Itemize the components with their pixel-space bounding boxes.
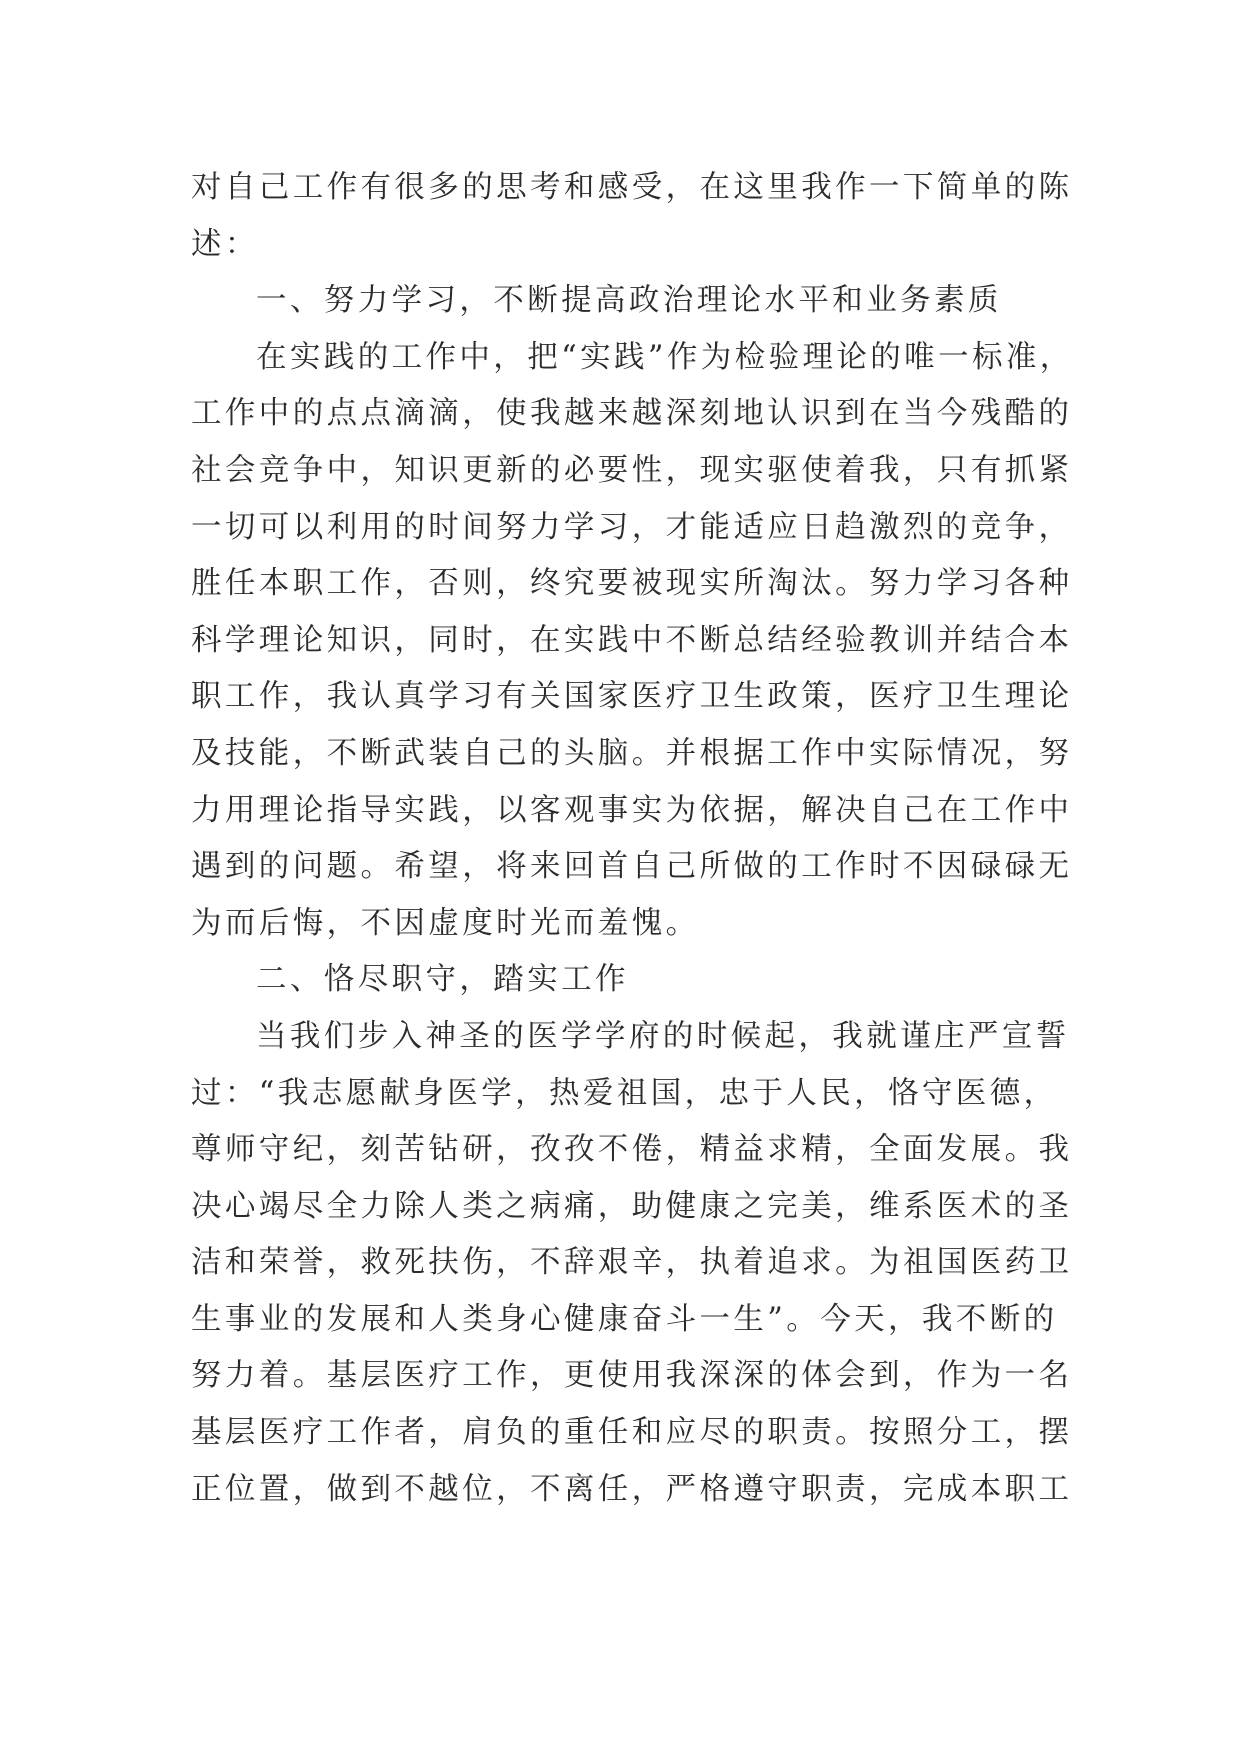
text-line: 过：“我志愿献身医学，热爱祖国，忠于人民，恪守医德， [191,1075,1058,1111]
text-line: 遇到的问题。希望，将来回首自己所做的工作时不因碌碌无 [191,849,1073,885]
text-line: 为而后悔，不因虚度时光而羞愧。 [191,905,700,941]
text-line: 基层医疗工作者，肩负的重任和应尽的职责。按照分工，摆 [191,1415,1073,1451]
text-line: 一切可以利用的时间努力学习，才能适应日趋激烈的竞争， [191,509,1073,545]
text-line: 职工作，我认真学习有关国家医疗卫生政策，医疗卫生理论 [191,679,1073,715]
text-line: 正位置，做到不越位，不离任，严格遵守职责，完成本职工 [191,1471,1073,1507]
text-line: 科学理论知识，同时，在实践中不断总结经验教训并结合本 [191,622,1073,658]
text-line: 胜任本职工作，否则，终究要被现实所淘汰。努力学习各种 [191,566,1073,602]
text-line: 力用理论指导实践，以客观事实为依据，解决自己在工作中 [191,792,1073,828]
text-line: 决心竭尽全力除人类之病痛，助健康之完美，维系医术的圣 [191,1188,1073,1224]
section-heading-2: 二、恪尽职守，踏实工作 [256,962,629,998]
text-line: 社会竞争中，知识更新的必要性，现实驱使着我，只有抓紧 [191,452,1073,488]
text-line: 工作中的点点滴滴，使我越来越深刻地认识到在当今残酷的 [191,396,1073,432]
document-body [191,160,1074,1518]
text-line: 述： [191,226,259,262]
text-line: 对自己工作有很多的思考和感受，在这里我作一下简单的陈 [191,170,1073,205]
section-heading-1: 一、努力学习，不断提高政治理论水平和业务素质 [256,283,1002,319]
text-line: 努力着。基层医疗工作，更使用我深深的体会到，作为一名 [191,1358,1073,1394]
text-line: 尊师守纪，刻苦钻研，孜孜不倦，精益求精，全面发展。我 [191,1132,1073,1168]
text-line: 生事业的发展和人类身心健康奋斗一生”。今天，我不断的 [191,1301,1058,1337]
text-line: 在实践的工作中，把“实践”作为检验理论的唯一标准， [256,339,1074,375]
text-line: 洁和荣誉，救死扶伤，不辞艰辛，执着追求。为祖国医药卫 [191,1245,1073,1281]
text-line: 及技能，不断武装自己的头脑。并根据工作中实际情况，努 [191,735,1073,771]
text-line: 当我们步入神圣的医学学府的时候起，我就谨庄严宣誓 [256,1018,1070,1054]
